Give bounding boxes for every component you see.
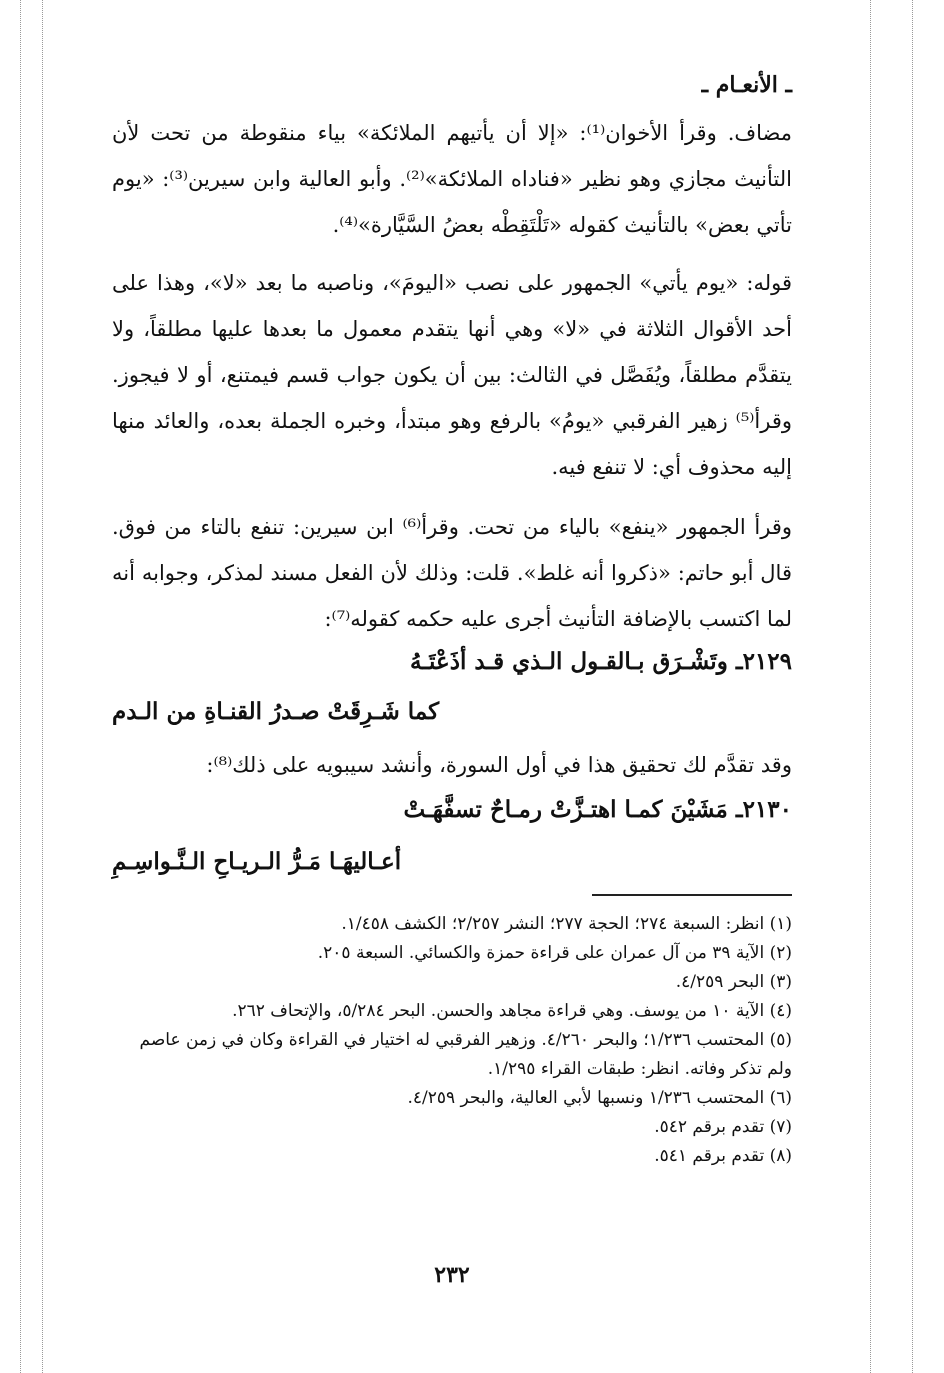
page-edge-left-inner (42, 0, 43, 1373)
footnote-separator (592, 894, 792, 896)
verse-number: ٢١٢٩ـ (735, 648, 792, 675)
verse-number: ٢١٣٠ـ (735, 796, 792, 823)
verse-text: مَشَيْنَ كمـا اهتـزَّتْ رمـاحٌ تسفَّهَـتْ (403, 796, 728, 823)
running-header: ـ الأنعـام ـ (701, 72, 792, 98)
page-edge-right (870, 0, 871, 1373)
footnote-2: (٢) الآية ٣٩ من آل عمران على قراءة حمزة والكسائي. السبعة ٢٠٥. (317, 943, 792, 963)
paragraph-1: مضاف. وقرأ الأخوان⁽¹⁾: «إلا أن يأتيهم الملائكة» بياء منقوطة من تحت لأن التأنيث مجازي وهو نظير «فناداه الملائكة»⁽²⁾. وأبو العالية وابن سيرين⁽³⁾: «يوم تأتي بعض» بالتأنيث كقوله «تَلْتَقِطْه بعضُ السَّيَّارة»⁽⁴⁾. (112, 121, 792, 237)
verse-2130-first-half (403, 796, 792, 823)
verse-text: وتَشْـرَق بـالقـول الـذي قـد أذَعْتَـهُ (409, 648, 728, 675)
paragraph-3: وقرأ الجمهور «ينفع» بالياء من تحت. وقرأ⁽⁶⁾ ابن سيرين: تنفع بالتاء من فوق. قال أبو حاتم: «ذكروا أنه غلط». قلت: وذلك لأن الفعل مسند لمذكر، وجوابه أنه لما اكتسب بالإضافة التأنيث أجرى عليه حكمه كقوله⁽⁷⁾: (112, 515, 793, 631)
paragraph-2: قوله: «يوم يأتي» الجمهور على نصب «اليومَ»، وناصبه ما بعد «لا»، وهذا على أحد الأقوال الثلاثة في «لا» وهي أنها يتقدم معمول ما بعدها عليها مطلقاً، ولا يتقدَّم مطلقاً، ويُفَصَّل في الثالث: بين أن يكون جواب قسم فيمتنع، أو لا فيجوز. وقرأ⁽⁵⁾ زهير الفرقبي «يومُ» بالرفع وهو مبتدأ، وخبره الجملة بعده، والعائد منها إليه محذوف أي: لا تنفع فيه. (112, 271, 792, 479)
page-edge-right-outer (912, 0, 913, 1373)
footnote-8: (٨) تقدم برقم ٥٤١. (654, 1146, 792, 1166)
paragraph-4: وقد تقدَّم لك تحقيق هذا في أول السورة، وأنشد سيبويه على ذلك⁽⁸⁾: (206, 753, 792, 777)
verse-2129-first-half (410, 648, 792, 675)
book-page (112, 62, 792, 1322)
page-number: ٢٣٢ (434, 1262, 470, 1288)
footnote-3: (٣) البحر ٤/٢٥٩. (675, 972, 792, 992)
footnote-7: (٧) تقدم برقم ٥٤٢. (654, 1117, 792, 1137)
page-edge-left (20, 0, 21, 1373)
footnote-5: (٥) المحتسب ١/٢٣٦؛ والبحر ٤/٢٦٠. وزهير الفرقبي له اختيار في القراءة وكان في زمن عاصم ولم تذكر وفاته. انظر: طبقات القراء ١/٢٩٥. (139, 1030, 792, 1079)
verse-2129-second-half: كما شَـرِقَتْ صـدرُ القنـاةِ من الـدم (112, 698, 440, 725)
footnote-4: (٤) الآية ١٠ من يوسف. وهي قراءة مجاهد والحسن. البحر ٥/٢٨٤، والإتحاف ٢٦٢. (232, 1001, 792, 1021)
verse-2130-second-half: أعـاليهَـا مَـرُّ الـريـاحِ الـنَّـواسِـمِ (112, 848, 402, 875)
footnote-6: (٦) المحتسب ١/٢٣٦ ونسبها لأبي العالية، والبحر ٤/٢٥٩. (407, 1088, 792, 1108)
footnote-1: (١) انظر: السبعة ٢٧٤؛ الحجة ٢٧٧؛ النشر ٢/٢٥٧؛ الكشف ١/٤٥٨. (341, 914, 792, 934)
footnotes-list (112, 910, 792, 1171)
